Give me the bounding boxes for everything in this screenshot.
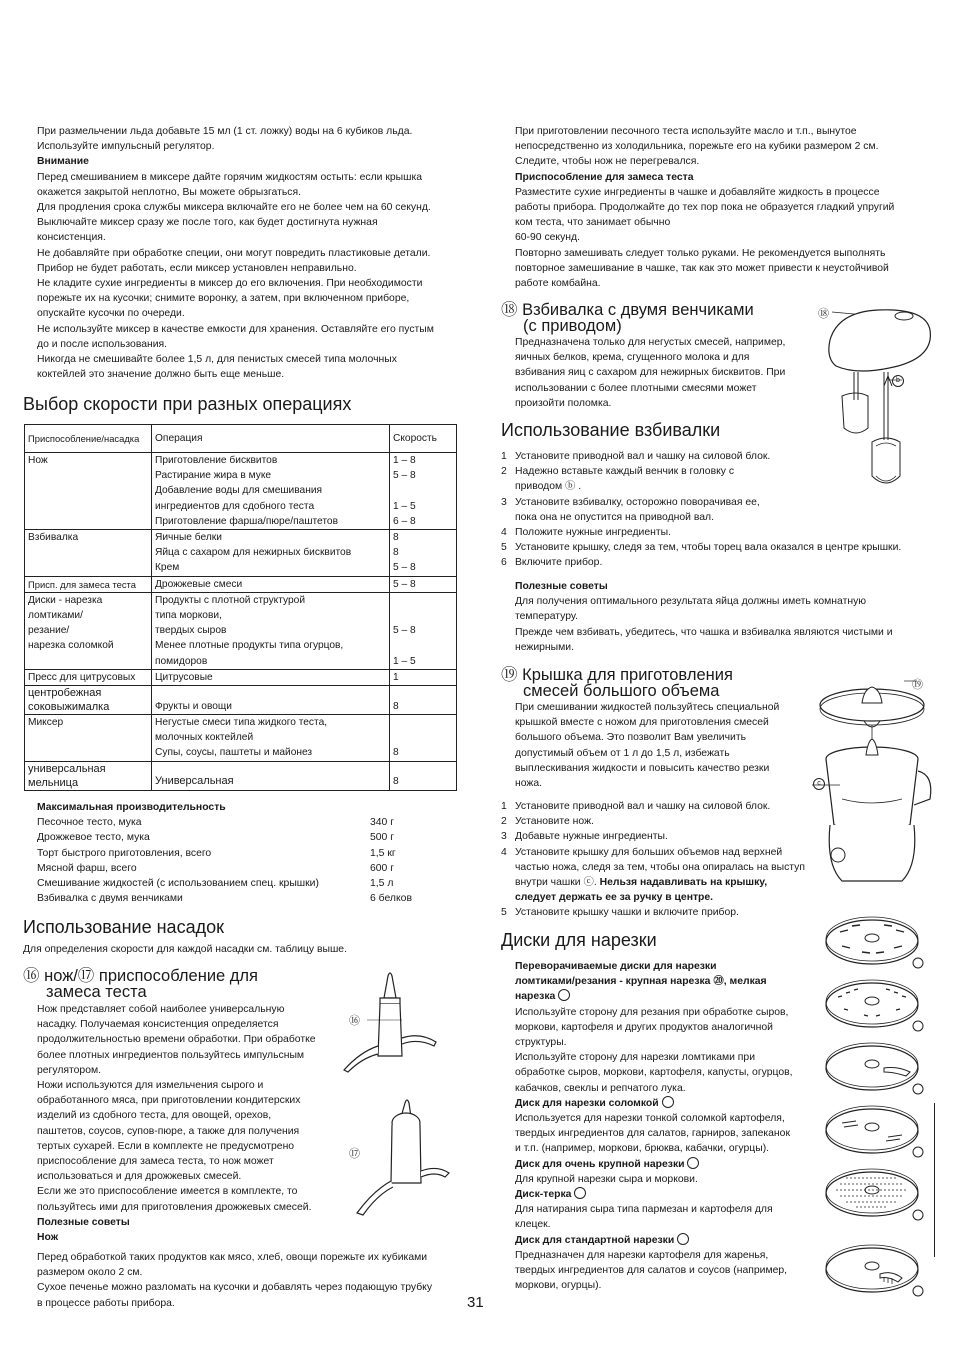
attention-line: Выключайте миксер сразу же после того, как будет достигнута нужная xyxy=(37,217,378,229)
text-line: Сухое печенье можно разломать на кусочки и добавлять через подающую трубку xyxy=(37,1282,433,1294)
attention-line: Перед смешиванием в миксере дайте горячим жидкостям остыть: если крышка xyxy=(37,171,423,183)
lid-heading: ⑲ Крышка для приготовления xyxy=(501,666,733,684)
text-line: моркови, огурцы). xyxy=(515,1280,602,1292)
step-text: пока она не опустится на приводной вал. xyxy=(515,511,714,523)
table-cell: 8 xyxy=(393,776,399,788)
use-text: Для определения скорости для каждой насадки см. таблицу выше. xyxy=(23,944,347,955)
text-line: Если же это приспособление имеется в комплекте, то xyxy=(37,1186,298,1198)
step-text: Надежно вставьте каждый венчик в головку с xyxy=(515,466,735,478)
text-line: в процессе работы прибора. xyxy=(37,1297,175,1309)
text-line: обработке сыров, моркови, картофеля, капусты, огурцов, xyxy=(515,1067,793,1079)
table-cell: 5 – 8 xyxy=(393,562,416,574)
list-item xyxy=(501,905,821,920)
circle-marker-icon xyxy=(574,1187,586,1199)
table-cell: 5 – 8 xyxy=(393,470,416,482)
whisk-steps xyxy=(501,449,936,571)
table-cell: Супы, соусы, паштеты и майонез xyxy=(155,747,313,759)
text-line: Следите, чтобы нож не перегревался. xyxy=(515,156,700,168)
text-line: ком теста, что занимает обычно xyxy=(515,217,671,229)
table-cell: мельница xyxy=(28,776,79,789)
label-19: ⑲ xyxy=(912,679,923,691)
dough-tool-illustration xyxy=(345,1095,455,1225)
table-cell: Растирание жира в муке xyxy=(155,470,272,482)
table-cell: Приготовление бисквитов xyxy=(155,455,278,466)
list-item xyxy=(501,525,936,540)
intro-line: Используйте импульсный регулятор. xyxy=(37,141,215,153)
text-line: выплескивания жидкости и повысить качество резки xyxy=(515,762,770,774)
right-intro xyxy=(515,124,935,291)
table-cell: 1 – 5 xyxy=(393,500,416,512)
perf-item: Мясной фарш, всего xyxy=(37,862,137,874)
text-line: использоваться и для дрожжевых смесей. xyxy=(37,1171,242,1183)
whisk-tips xyxy=(515,579,935,655)
knife-text xyxy=(37,1002,337,1245)
table-cell: Яичные белки xyxy=(155,532,222,544)
table-cell: типа моркови, xyxy=(155,610,222,622)
text-line: более плотных ингредиентов пользуйтесь импульсным xyxy=(37,1049,305,1061)
table-cell: Универсальная xyxy=(155,775,234,788)
step-text: Установите нож. xyxy=(515,816,594,828)
tips-text xyxy=(37,1250,467,1311)
disc-title: Переворачиваемые диски для нарезки xyxy=(515,961,717,972)
table-row xyxy=(25,761,457,790)
table-cell: Взбивалка xyxy=(28,532,79,544)
step-number: 3 xyxy=(501,831,507,843)
text-line: Предназначена только для негустых смесей, например, xyxy=(515,337,786,348)
perf-value: 340 г xyxy=(370,817,395,829)
whisk-heading: ⑱ Взбивалка с двумя венчиками xyxy=(501,301,754,319)
perf-item: Песочное тесто, мука xyxy=(37,817,142,829)
text-line: Предназначен для нарезки картофеля для жаренья, xyxy=(515,1249,769,1261)
list-item xyxy=(501,875,821,890)
text-line: тертых сухарей. Если в комплекте не предусмотрено xyxy=(37,1140,295,1152)
text-line: Повторно замешивать следует только руками. Не рекомендуется выполнять xyxy=(515,247,886,259)
text-line: размером около 2 см. xyxy=(37,1267,143,1279)
step-text: Включите прибор. xyxy=(515,557,603,569)
attention-line: до и после использования. xyxy=(37,338,168,350)
text-line: клецек. xyxy=(515,1219,551,1231)
text-line: Разместите сухие ингредиенты в чашке и добавляйте жидкость в процессе xyxy=(515,186,880,198)
table-cell: Нож xyxy=(28,455,48,466)
perf-title: Максимальная производительность xyxy=(37,802,226,813)
table-cell: универсальная xyxy=(28,762,106,775)
label-17: ⑰ xyxy=(349,1148,360,1160)
table-cell: 8 xyxy=(393,547,399,559)
disc-title: Диск для нарезки соломкой xyxy=(515,1097,659,1109)
dough-title: Приспособление для замеса теста xyxy=(515,171,694,183)
table-cell: центробежная xyxy=(28,687,102,700)
table-cell: Дрожжевые смеси xyxy=(155,578,243,590)
text-line: твердых ингредиентов для салатов, гарниров, запеканок xyxy=(515,1128,790,1140)
disc-title: нарезка xyxy=(515,991,556,1003)
list-item xyxy=(37,876,427,891)
whisk-heading-cont: (с приводом) xyxy=(523,317,622,335)
table-cell: Крем xyxy=(155,562,180,574)
text-line: твердых ингредиентов для салатов и соусов (например, xyxy=(515,1265,788,1277)
list-item xyxy=(501,479,936,494)
table-cell: Миксер xyxy=(28,717,64,729)
table-cell: Продукты с плотной структурой xyxy=(155,594,306,606)
text-line: произойти поломка. xyxy=(515,397,612,409)
list-item xyxy=(501,449,936,464)
text-line: кабачков, свеклы и репчатого лука. xyxy=(515,1082,686,1094)
step-text: Установите приводной вал и чашку на силовой блок. xyxy=(515,451,771,462)
perf-item: Дрожжевое тесто, мука xyxy=(37,832,150,844)
lid-steps xyxy=(501,799,821,921)
table-cell xyxy=(393,638,453,653)
text-line: Используется для нарезки тонкой соломкой картофеля, xyxy=(515,1113,785,1125)
text-line: Для натирания сыра типа пармезан и картофеля для xyxy=(515,1204,773,1216)
table-cell: ингредиентов для сдобного теста xyxy=(155,500,315,512)
text-line: Используйте сторону для резания при обработке сыров, xyxy=(515,1006,789,1018)
left-intro xyxy=(37,124,457,382)
discs-heading: Диски для нарезки xyxy=(501,930,657,950)
step-text: Добавьте нужные ингредиенты. xyxy=(515,831,668,843)
text-line: повторное замешивание в чашке, так как это может привести к неустойчивой xyxy=(515,262,889,274)
intro-line: При размельчении льда добавьте 15 мл (1 ст. ложку) воды на 6 кубиков льда. xyxy=(37,126,413,137)
text-line: яичных белков, крема, сгущенного молока и для xyxy=(515,352,750,364)
text-line: крышкой вместе с ножом для приготовления смесей xyxy=(515,717,769,729)
list-item xyxy=(501,890,821,905)
list-item xyxy=(37,891,427,906)
perf-item: Торт быстрого приготовления, всего xyxy=(37,847,212,859)
list-item xyxy=(501,555,936,570)
step-text: Установите приводной вал и чашку на силовой блок. xyxy=(515,801,771,812)
table-cell: резание/ xyxy=(28,625,70,637)
label-b: b xyxy=(892,375,904,387)
list-item xyxy=(501,799,821,814)
lid-text xyxy=(515,700,815,791)
attention-line: Не используйте миксер в качестве емкости для хранения. Оставляйте его пустым xyxy=(37,323,434,335)
table-cell xyxy=(393,608,453,623)
table-row xyxy=(25,530,457,577)
warning-text: следует держать ее за ручку в центре. xyxy=(515,892,714,904)
circle-marker-icon xyxy=(687,1157,699,1169)
table-cell: 8 xyxy=(393,700,399,712)
attention-line: Никогда не смешивайте более 1,5 л, для пенистых смесей типа молочных xyxy=(37,354,397,366)
table-cell xyxy=(393,483,453,498)
table-cell: Менее плотные продукты типа огурцов, xyxy=(155,640,344,652)
step-text: Положите нужные ингредиенты. xyxy=(515,527,671,539)
list-item xyxy=(37,846,427,861)
attention-line: порежьте их на кусочки; снимите воронку, а затем, при включенном приборе, xyxy=(37,293,410,305)
label-16: ⑯ xyxy=(349,1015,360,1027)
step-number: 6 xyxy=(501,557,507,569)
perf-item: Смешивание жидкостей (с использованием спец. крышки) xyxy=(37,878,319,890)
text-line: взбивания яиц с сахаром для нежирных бисквитов. При xyxy=(515,367,786,379)
table-cell: Пресс для цитрусовых xyxy=(28,671,136,683)
whisk-text xyxy=(515,335,815,411)
text-line: и т.п. (например, моркови, брюква, кабачки, огурцы). xyxy=(515,1143,770,1155)
knife-heading-cont: замеса теста xyxy=(46,983,147,1001)
step-text: Установите взбивалку, осторожно поворачивая ее, xyxy=(515,496,760,508)
fine-grating-disc-illustration xyxy=(822,975,932,1035)
list-item xyxy=(37,830,427,845)
table-row xyxy=(25,669,457,685)
text-line: пользуйтесь ими для приготовления дрожжевых смесей. xyxy=(37,1201,312,1213)
text-line: регулятором. xyxy=(37,1064,102,1076)
label-18: ⑱ xyxy=(818,308,829,320)
step-text: Установите крышку, следя за тем, чтобы торец вала оказался в центре крышки. xyxy=(515,542,902,554)
table-cell xyxy=(393,593,453,608)
tips-title: Полезные советы xyxy=(37,1216,130,1228)
text-line: большого объема. Это позволит Вам увеличить xyxy=(515,732,746,744)
text-line: насадку. Получаемая консистенция определяется xyxy=(37,1019,279,1031)
text-line: Нож представляет собой наиболее универсальную xyxy=(37,1004,285,1015)
attention-line: Не кладите сухие ингредиенты в миксер до его включения. При необходимости xyxy=(37,278,423,290)
step-text: Установите крышку для больших объемов над верхней xyxy=(515,846,783,858)
text-line: нежирными. xyxy=(515,641,574,653)
table-cell: 8 xyxy=(393,532,399,544)
coarse-grating-disc-illustration xyxy=(822,912,932,972)
table-cell: помидоров xyxy=(155,655,208,667)
table-row xyxy=(25,453,457,530)
list-item xyxy=(37,815,427,830)
attention-line: Для продления срока службы миксера включайте его не более чем на 60 секунд. xyxy=(37,202,431,214)
perf-value: 6 белков xyxy=(370,893,412,905)
table-cell: Диски - нарезка xyxy=(28,594,103,606)
step-text: частью ножа, следя за тем, чтобы она опиралась на выступ xyxy=(515,861,806,873)
circle-marker-icon xyxy=(558,989,570,1001)
table-cell: нарезка соломкой xyxy=(28,640,114,652)
list-item xyxy=(501,829,821,844)
table-cell: 5 – 8 xyxy=(393,578,416,590)
step-number: 3 xyxy=(501,496,507,508)
text-line: Прежде чем взбивать, убедитесь, что чашка и взбивалка являются чистыми и xyxy=(515,626,893,638)
circle-marker-icon xyxy=(677,1233,689,1245)
text-line: использовании с более плотными смесями может xyxy=(515,382,757,394)
attention-line: Прибор не будет работать, если миксер установлен неправильно. xyxy=(37,262,357,274)
table-row xyxy=(25,592,457,669)
label-c: c xyxy=(813,778,825,790)
step-number: 4 xyxy=(501,527,507,539)
disc-title: Диск для очень крупной нарезки xyxy=(515,1158,685,1170)
divider xyxy=(934,1103,935,1257)
text-line: продолжительностью времени обработки. При обработке xyxy=(37,1034,316,1046)
text-line: моркови, картофеля и других продуктов аналогичной xyxy=(515,1021,773,1033)
discs-text xyxy=(515,959,815,1293)
attention-line: коктейлей это значение должно быть еще меньше. xyxy=(37,369,285,381)
text-line: допустимый объем от 1 л до 1,5 л, избежать xyxy=(515,747,730,759)
table-cell: 1 – 8 xyxy=(393,455,416,466)
step-number: 2 xyxy=(501,816,507,828)
knife-heading: ⑯ нож/⑰ приспособление для xyxy=(23,967,258,985)
knife-subtitle: Нож xyxy=(37,1232,59,1244)
text-line: Перед обработкой таких продуктов как мясо, хлеб, овощи порежьте их кубиками xyxy=(37,1252,428,1263)
table-header: Скорость xyxy=(390,425,457,453)
table-cell: Цитрусовые xyxy=(155,671,213,683)
perf-value: 1,5 л xyxy=(370,878,394,890)
table-cell: 6 – 8 xyxy=(393,515,416,527)
list-item xyxy=(501,495,936,510)
table-row xyxy=(25,686,457,715)
knife-blade-illustration xyxy=(340,968,460,1088)
circle-marker-icon xyxy=(662,1096,674,1108)
list-item xyxy=(501,860,821,875)
attention-line: опускайте кусочки по очереди. xyxy=(37,308,185,320)
text-line: температуру. xyxy=(515,611,578,623)
tips-title: Полезные советы xyxy=(515,581,608,592)
table-cell: 5 – 8 xyxy=(393,625,416,637)
text-line: Ножи используются для измельчения сырого и xyxy=(37,1080,264,1092)
table-header: Приспособление/насадка xyxy=(25,425,152,453)
list-item xyxy=(37,861,427,876)
disc-title: Диск для стандартной нарезки xyxy=(515,1234,675,1246)
disc-title: Диск-терка xyxy=(515,1189,572,1201)
attention-line: Не добавляйте при обработке специи, они могут повредить пластиковые детали. xyxy=(37,247,431,259)
text-line: работы прибора. Продолжайте до тех пор пока не образуется гладкий упругий xyxy=(515,202,895,214)
large-volume-lid-illustration xyxy=(812,675,942,890)
step-text: Установите крышку чашки и включите прибор. xyxy=(515,907,739,919)
step-text: внутри чашки ⓒ. xyxy=(515,877,600,889)
text-line: обработанного мяса, при приготовлении кондитерских xyxy=(37,1095,301,1107)
list-item xyxy=(501,540,936,555)
perf-value: 600 г xyxy=(370,862,395,874)
text-line: непосредственно из холодильника, порежьте его на кубики размером 2 см. xyxy=(515,141,879,153)
step-number: 5 xyxy=(501,542,507,554)
list-item xyxy=(501,510,936,525)
table-cell: Фрукты и овощи xyxy=(155,700,233,712)
julienne-disc-illustration xyxy=(822,1101,932,1161)
text-line: 60-90 секунд. xyxy=(515,232,580,244)
table-header: Операция xyxy=(152,425,390,453)
text-line: приспособление для замеса теста, то нож может xyxy=(37,1156,274,1168)
lid-heading-cont: смесей большого объема xyxy=(523,682,720,700)
table-cell: Добавление воды для смешивания xyxy=(155,485,323,497)
page-number: 31 xyxy=(467,1294,484,1311)
step-number: 4 xyxy=(501,846,507,858)
text-line: изделий из сдобного теста, для овощей, орехов, xyxy=(37,1110,272,1122)
table-cell: Яйца с сахаром для нежирных бисквитов xyxy=(155,547,352,559)
attention-line: консистенция. xyxy=(37,232,106,244)
warning-text: Нельзя надавливать на крышку, xyxy=(599,877,768,889)
whisk-use-heading: Использование взбивалки xyxy=(501,420,721,440)
table-cell: 1 – 5 xyxy=(393,655,416,667)
step-number: 1 xyxy=(501,801,507,812)
table-row xyxy=(25,576,457,592)
text-line: При смешивании жидкостей пользуйтесь специальной xyxy=(515,702,780,713)
performance-list xyxy=(37,800,427,906)
list-item xyxy=(501,814,821,829)
text-line: Для получения оптимального результата яйца должны иметь комнатную xyxy=(515,596,867,608)
attention-title: Внимание xyxy=(37,156,89,168)
table-cell: Приготовление фарша/пюре/паштетов xyxy=(155,515,338,527)
step-number: 2 xyxy=(501,466,507,478)
perf-value: 1,5 кг xyxy=(370,847,396,859)
list-item xyxy=(501,464,936,479)
step-number: 5 xyxy=(501,907,507,919)
table-cell: твердых сыров xyxy=(155,625,227,637)
slicing-disc-illustration xyxy=(822,1038,932,1098)
table-cell: ломтиками/ xyxy=(28,610,83,622)
table-cell: 1 xyxy=(393,671,399,683)
table-cell: молочных коктейлей xyxy=(155,732,254,744)
text-line: структуры. xyxy=(515,1037,567,1049)
table-row xyxy=(25,715,457,762)
table-cell: Негустые смеси типа жидкого теста, xyxy=(155,717,328,729)
speed-heading: Выбор скорости при разных операциях xyxy=(23,394,352,414)
chipper-disc-illustration xyxy=(822,1240,932,1300)
text-line: работе комбайна. xyxy=(515,278,601,290)
list-item xyxy=(501,845,821,860)
grater-disc-illustration xyxy=(822,1164,932,1224)
perf-value: 500 г xyxy=(370,832,395,844)
text-line: При приготовлении песочного теста используйте масло и т.п., вынутое xyxy=(515,126,857,137)
text-line: паштетов, соусов, супов-пюре, а также для получения xyxy=(37,1125,300,1137)
table-cell: Присп. для замеса теста xyxy=(28,578,136,590)
step-text: приводом ⓑ . xyxy=(515,481,582,493)
table-cell: 8 xyxy=(393,747,399,759)
disc-title: ломтиками/резания - крупная нарезка ⑳, мелкая xyxy=(515,976,767,988)
attention-line: окажется закрытой неплотно, Вы можете обрызгаться. xyxy=(37,186,301,198)
perf-item: Взбивалка с двумя венчиками xyxy=(37,893,183,905)
step-number: 1 xyxy=(501,451,507,462)
table-cell: соковыжималка xyxy=(28,701,110,714)
use-heading: Использование насадок xyxy=(23,917,224,937)
speed-table xyxy=(24,424,457,791)
text-line: Для крупной нарезки сыра и моркови. xyxy=(515,1173,698,1185)
text-line: Используйте сторону для нарезки ломтиками при xyxy=(515,1052,756,1064)
text-line: ножа. xyxy=(515,778,543,790)
